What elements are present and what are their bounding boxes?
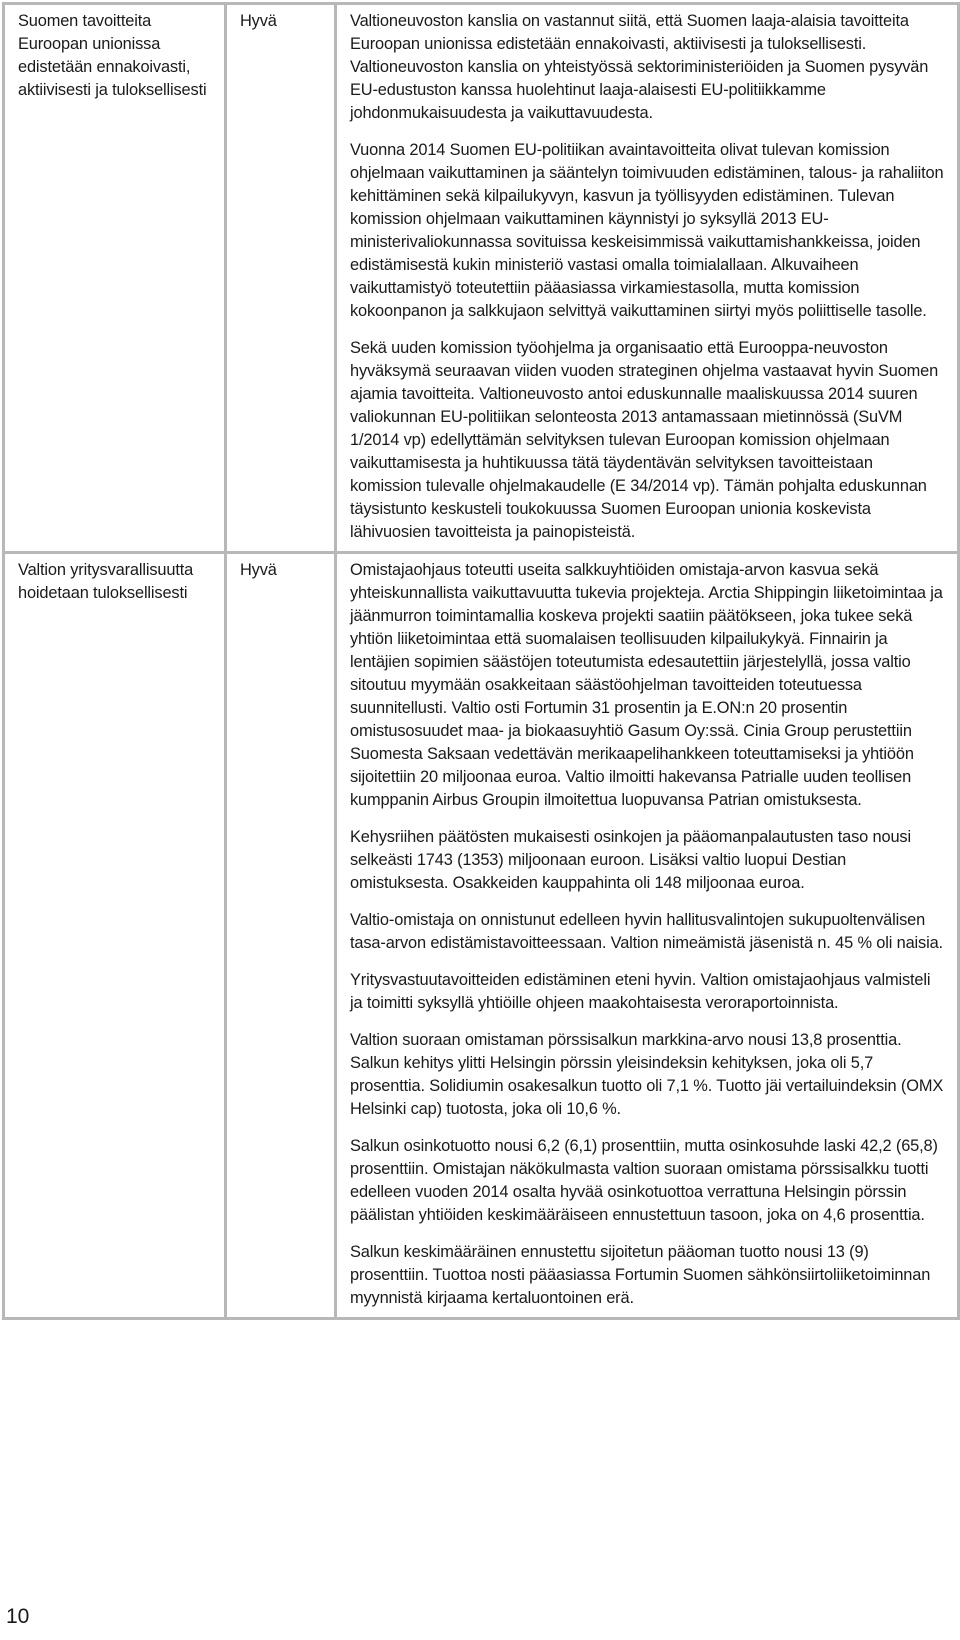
goal-cell: Suomen tavoitteita Euroopan unionissa edistetään ennakoivasti, aktiivisesti ja tuloksellisesti <box>4 4 226 553</box>
description-paragraph: Kehysriihen päätösten mukaisesti osinkojen ja pääomanpalautusten taso nousi selkeästi 1743 (1353) miljoonaan euroon. Lisäksi valtio luopui Destian omistuksesta. Osakkeiden kauppahinta oli 148 miljoonaa euroa. <box>350 828 911 892</box>
description-paragraph: Salkun osinkotuotto nousi 6,2 (6,1) prosenttiin, mutta osinkosuhde laski 42,2 (65,8) prosenttiin. Omistajan näkökulmasta valtion suoraan omistama pörssisalkku tuotti edelleen vuoden 2014 osalta hyvää osinkotuottoa verrattuna Helsingin pörssin päälistan yhtiöiden keskimääräiseen ennustettuun tasoon, joka on 4,6 prosenttia. <box>350 1137 938 1224</box>
goals-table <box>2 2 960 1320</box>
description-paragraph: Salkun keskimääräinen ennustettu sijoitetun pääoman tuotto nousi 13 (9) prosenttiin. Tuottoa nosti pääasiassa Fortumin Suomen sähkönsiirtoliiketoiminnan myynnistä kirjaama kertaluontoinen erä. <box>350 1243 931 1307</box>
goal-cell: Valtion yritysvarallisuutta hoidetaan tuloksellisesti <box>4 553 226 1319</box>
description-paragraph: Sekä uuden komission työohjelma ja organisaatio että Eurooppa-neuvoston hyväksymä seuraavan viiden vuoden strateginen ohjelma vastaavat hyvin Suomen ajamia tavoitteita. Valtioneuvosto antoi eduskunnalle maaliskuussa 2014 suuren valiokunnan EU-politiikan selonteosta 2013 antamassaan mietinnössä (SuVM 1/2014 vp) edellyttämän selvityksen tulevan Euroopan komission ohjelmaan vaikuttamisesta ja huhtikuussa tätä täydentävän selvityksen tavoitteistaan komission tulevalle ohjelmakaudelle (E 34/2014 vp). Tämän pohjalta eduskunnan täysistunto keskusteli toukokuussa Suomen Euroopan unionia koskevista lähivuosien tavoitteista ja painopisteistä. <box>350 339 939 541</box>
description-paragraph: Vuonna 2014 Suomen EU-politiikan avaintavoitteita olivat tulevan komission ohjelmaan vaikuttaminen ja sääntelyn toimivuuden edistäminen, talous- ja rahaliiton kehittäminen sekä kilpailukyvyn, kasvun ja työllisyyden edistäminen. Tulevan komission ohjelmaan vaikuttaminen käynnistyi jo syksyllä 2013 EU-ministerivaliokunnassa sovituissa keskeisimmissä vaikuttamishankkeissa, joiden edistämisestä kukin ministeriö vastasi omalla toimialallaan. Alkuvaiheen vaikuttamistyö toteutettiin pääasiassa virkamiestasolla, mutta komission kokoonpanon ja salkkujaon selvittyä vaikuttaminen siirtyi myös poliittiselle tasolle. <box>350 141 944 320</box>
description-paragraph: Valtion suoraan omistaman pörssisalkun markkina-arvo nousi 13,8 prosenttia. Salkun kehitys ylitti Helsingin pörssin yleisindeksin kehityksen, joka oli 5,7 prosenttia. Solidiumin osakesalkun tuotto oli 7,1 %. Tuotto jäi vertailuindeksin (OMX Helsinki cap) tuotosta, joka oli 10,6 %. <box>350 1031 944 1118</box>
description-paragraph: Yritysvastuutavoitteiden edistäminen eteni hyvin. Valtion omistajaohjaus valmisteli ja toimitti syksyllä yhtiöille ohjeen maakohtaisesta veroraportoinnista. <box>350 971 931 1012</box>
description-paragraph: Omistajaohjaus toteutti useita salkkuyhtiöiden omistaja-arvon kasvua sekä yhteiskunnallista vaikuttavuutta tukevia projekteja. Arctia Shippingin liiketoimintaa ja jäänmurron toimintamallia koskeva projekti saatiin päätökseen, joka tukee sekä yhtiön liiketoimintaa että suomalaisen teollisuuden kilpailukykyä. Finnairin ja lentäjien sopimien säästöjen toteutumista edesautettiin järjestelyllä, jossa valtio sitoutuu myymään osakkeitaan säästöohjelman tavoitteiden toteutuessa suunnitellusti. Valtio osti Fortumin 31 prosentin ja E.ON:n 20 prosentin omistusosuudet maa- ja biokaasuyhtiö Gasum Oy:ssä. Cinia Group perustettiin Suomesta Saksaan vedettävän merikaapelihankkeen toteuttamiseksi ja yhtiöön sijoitettiin 20 miljoonaa euroa. Valtio ilmoitti hakevansa Patrialle uuden teollisen kumppanin Airbus Groupin ilmoitettua luopuvansa Patrian omistuksesta. <box>350 561 943 809</box>
description-paragraph: Valtio-omistaja on onnistunut edelleen hyvin hallitusvalintojen sukupuoltenvälisen tasa-arvon edistämistavoitteessaan. Valtion nimeämistä jäsenistä n. 45 % oli naisia. <box>350 911 943 952</box>
description-cell <box>336 4 959 553</box>
table-row <box>4 4 959 553</box>
rating-cell: Hyvä <box>226 4 336 553</box>
description-paragraph: Valtioneuvoston kanslia on vastannut siitä, että Suomen laaja-alaisia tavoitteita Euroopan unionissa edistetään ennakoivasti, aktiivisesti ja tuloksellisesti. Valtioneuvoston kanslia on yhteistyössä sektoriministeriöiden ja Suomen pysyvän EU-edustuston kanssa huolehtinut laaja-alaisesti EU-politiikkamme johdonmukaisuudesta ja vaikuttavuudesta. <box>350 12 929 122</box>
page-number: 10 <box>6 1605 30 1628</box>
rating-cell: Hyvä <box>226 553 336 1319</box>
table-row <box>4 553 959 1319</box>
description-cell <box>336 553 959 1319</box>
